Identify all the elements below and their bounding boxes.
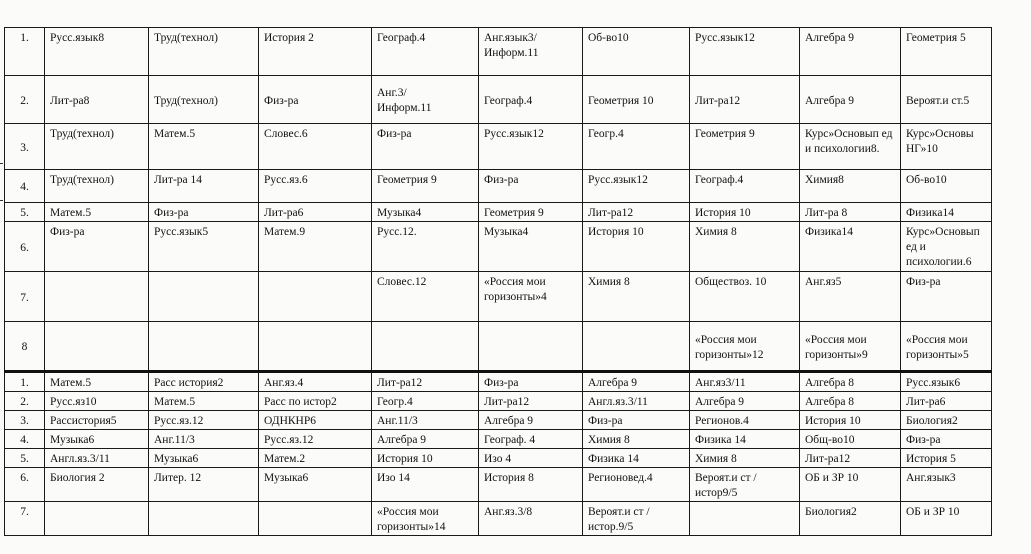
lesson-number: 1. xyxy=(5,28,45,76)
lesson-cell: Анг.яз5 xyxy=(800,272,901,322)
lesson-cell: Алгебра 9 xyxy=(583,372,690,392)
lesson-cell: Физика 14 xyxy=(690,430,800,449)
lesson-cell: Анг.яз3/11 xyxy=(690,372,800,392)
lesson-cell: Химия8 xyxy=(800,170,901,203)
lesson-number: 7. xyxy=(5,272,45,322)
lesson-cell: Матем.5 xyxy=(149,392,259,411)
lesson-cell: Химия 8 xyxy=(583,430,690,449)
lesson-cell: Алгебра 9 xyxy=(690,392,800,411)
lesson-cell: Общ-во10 xyxy=(800,430,901,449)
lesson-cell: Геогр.4 xyxy=(583,124,690,170)
schedule-row xyxy=(5,430,992,449)
lesson-cell: Анг.язык3/ Информ.11 xyxy=(479,28,583,76)
lesson-cell: Изо 14 xyxy=(372,468,479,502)
lesson-cell: Алгебра 8 xyxy=(800,392,901,411)
lesson-cell: Об-во10 xyxy=(583,28,690,76)
lesson-cell: Физика 14 xyxy=(583,449,690,468)
lesson-cell: Русс.12. xyxy=(372,222,479,272)
lesson-cell: Музыка6 xyxy=(45,430,149,449)
lesson-cell xyxy=(45,322,149,372)
scan-edge-mark xyxy=(0,200,3,201)
lesson-cell: Регионовед.4 xyxy=(583,468,690,502)
lesson-cell xyxy=(149,272,259,322)
lesson-cell: Географ.4 xyxy=(372,28,479,76)
lesson-cell: Анг.язык3 xyxy=(901,468,992,502)
lesson-cell: Геометрия 5 xyxy=(901,28,992,76)
lesson-cell: «Россия мои горизонты»4 xyxy=(479,272,583,322)
lesson-cell xyxy=(259,322,372,372)
lesson-cell: Обществоз. 10 xyxy=(690,272,800,322)
lesson-cell: Физ-ра xyxy=(45,222,149,272)
lesson-cell: Русс.язык12 xyxy=(690,28,800,76)
schedule-row xyxy=(5,392,992,411)
lesson-cell: Литер. 12 xyxy=(149,468,259,502)
lesson-cell: Англ.яз.3/11 xyxy=(45,449,149,468)
lesson-cell: Физ-ра xyxy=(901,430,992,449)
schedule-row xyxy=(5,411,992,430)
lesson-cell: Русс.яз.6 xyxy=(259,170,372,203)
lesson-cell: Рассистория5 xyxy=(45,411,149,430)
lesson-cell: Лит-ра8 xyxy=(45,76,149,124)
lesson-cell: Музыка6 xyxy=(149,449,259,468)
schedule-row xyxy=(5,272,992,322)
lesson-cell: Лит-ра12 xyxy=(583,203,690,222)
lesson-cell: ОБ и ЗР 10 xyxy=(901,502,992,536)
lesson-cell: Курс»Основып ед и психологии8. xyxy=(800,124,901,170)
lesson-cell: История 5 xyxy=(901,449,992,468)
lesson-cell xyxy=(479,322,583,372)
lesson-cell: Труд(технол) xyxy=(149,28,259,76)
lesson-number: 2. xyxy=(5,392,45,411)
lesson-cell: История 2 xyxy=(259,28,372,76)
lesson-cell: Об-во10 xyxy=(901,170,992,203)
lesson-cell: История 10 xyxy=(800,411,901,430)
lesson-cell: Геометрия 9 xyxy=(690,124,800,170)
lesson-cell: Географ. 4 xyxy=(479,430,583,449)
lesson-cell: Химия 8 xyxy=(583,272,690,322)
lesson-cell: Анг.яз.3/8 xyxy=(479,502,583,536)
lesson-cell xyxy=(583,322,690,372)
lesson-number: 3. xyxy=(5,124,45,170)
lesson-cell: Русс.яз.12 xyxy=(149,411,259,430)
lesson-cell: ОБ и ЗР 10 xyxy=(800,468,901,502)
lesson-number: 6. xyxy=(5,468,45,502)
lesson-number: 3. xyxy=(5,411,45,430)
schedule-row xyxy=(5,322,992,372)
lesson-cell: Вероят.и ст.5 xyxy=(901,76,992,124)
lesson-cell: Русс.яз10 xyxy=(45,392,149,411)
schedule-row xyxy=(5,468,992,502)
lesson-cell: Алгебра 9 xyxy=(800,28,901,76)
lesson-cell: Лит-ра12 xyxy=(690,76,800,124)
lesson-number: 6. xyxy=(5,222,45,272)
lesson-cell: Изо 4 xyxy=(479,449,583,468)
lesson-cell: Физ-ра xyxy=(259,76,372,124)
lesson-number: 4. xyxy=(5,170,45,203)
lesson-cell: Русс.язык6 xyxy=(901,372,992,392)
lesson-cell: Биология 2 xyxy=(45,468,149,502)
lesson-cell: Вероят.и ст /истор.9/5 xyxy=(583,502,690,536)
lesson-cell: Географ.4 xyxy=(479,76,583,124)
lesson-cell: Лит-ра 8 xyxy=(800,203,901,222)
lesson-cell: ОДНКНР6 xyxy=(259,411,372,430)
lesson-cell: Матем.2 xyxy=(259,449,372,468)
lesson-number: 5. xyxy=(5,449,45,468)
schedule-row xyxy=(5,222,992,272)
lesson-cell: Физика14 xyxy=(901,203,992,222)
lesson-cell: «Россия мои горизонты»12 xyxy=(690,322,800,372)
lesson-cell: История 10 xyxy=(690,203,800,222)
lesson-cell: Лит-ра 14 xyxy=(149,170,259,203)
lesson-cell xyxy=(372,322,479,372)
lesson-cell: Лит-ра6 xyxy=(259,203,372,222)
lesson-cell: Лит-ра12 xyxy=(372,372,479,392)
lesson-cell: Лит-ра12 xyxy=(800,449,901,468)
lesson-cell: Геогр.4 xyxy=(372,392,479,411)
schedule-table xyxy=(4,27,992,536)
lesson-cell: Расс история2 xyxy=(149,372,259,392)
lesson-number: 5. xyxy=(5,203,45,222)
lesson-cell xyxy=(45,502,149,536)
lesson-cell: Труд(технол) xyxy=(45,170,149,203)
schedule-row xyxy=(5,170,992,203)
schedule-row xyxy=(5,203,992,222)
lesson-cell: Алгебра 8 xyxy=(800,372,901,392)
lesson-cell: Анг.3/ Информ.11 xyxy=(372,76,479,124)
lesson-cell: Геометрия 9 xyxy=(372,170,479,203)
lesson-cell: Биология2 xyxy=(901,411,992,430)
lesson-cell: Географ.4 xyxy=(690,170,800,203)
lesson-cell: Труд(технол) xyxy=(45,124,149,170)
lesson-cell: История 10 xyxy=(583,222,690,272)
lesson-cell: Русс.яз.12 xyxy=(259,430,372,449)
lesson-cell: Физ-ра xyxy=(583,411,690,430)
lesson-cell: Труд(технол) xyxy=(149,76,259,124)
lesson-cell: Русс.язык12 xyxy=(583,170,690,203)
schedule-row xyxy=(5,28,992,76)
lesson-number: 8 xyxy=(5,322,45,372)
lesson-cell: Анг.11/3 xyxy=(372,411,479,430)
lesson-cell: История 8 xyxy=(479,468,583,502)
lesson-cell: Словес.12 xyxy=(372,272,479,322)
schedule-row xyxy=(5,372,992,392)
schedule-body xyxy=(5,28,992,536)
lesson-cell: Биология2 xyxy=(800,502,901,536)
schedule-row xyxy=(5,124,992,170)
lesson-number: 1. xyxy=(5,372,45,392)
lesson-cell: «Россия мои горизонты»14 xyxy=(372,502,479,536)
scan-edge-mark xyxy=(0,163,3,164)
lesson-cell: Физика14 xyxy=(800,222,901,272)
lesson-cell: Музыка4 xyxy=(372,203,479,222)
lesson-cell: Алгебра 9 xyxy=(800,76,901,124)
lesson-cell: Геометрия 10 xyxy=(583,76,690,124)
lesson-cell: Физ-ра xyxy=(149,203,259,222)
lesson-cell: Матем.9 xyxy=(259,222,372,272)
lesson-cell: Музыка4 xyxy=(479,222,583,272)
lesson-cell: Химия 8 xyxy=(690,222,800,272)
lesson-cell: Лит-ра12 xyxy=(479,392,583,411)
lesson-cell: Матем.5 xyxy=(45,203,149,222)
lesson-number: 2. xyxy=(5,76,45,124)
lesson-cell: «Россия мои горизонты»9 xyxy=(800,322,901,372)
lesson-cell: Расс по истор2 xyxy=(259,392,372,411)
lesson-cell: Химия 8 xyxy=(690,449,800,468)
lesson-cell: Физ-ра xyxy=(372,124,479,170)
lesson-cell: Регионов.4 xyxy=(690,411,800,430)
lesson-cell: Русс.язык12 xyxy=(479,124,583,170)
schedule-row xyxy=(5,449,992,468)
lesson-cell xyxy=(149,322,259,372)
lesson-cell xyxy=(45,272,149,322)
lesson-cell xyxy=(259,272,372,322)
lesson-cell: Физ-ра xyxy=(901,272,992,322)
lesson-cell: Курс»Основып ед и психологии.6 xyxy=(901,222,992,272)
lesson-cell: Музыка6 xyxy=(259,468,372,502)
lesson-cell: Матем.5 xyxy=(45,372,149,392)
lesson-cell: Вероят.и ст /истор9/5 xyxy=(690,468,800,502)
schedule-row xyxy=(5,502,992,536)
lesson-cell xyxy=(690,502,800,536)
lesson-cell: Лит-ра6 xyxy=(901,392,992,411)
lesson-cell: Геометрия 9 xyxy=(479,203,583,222)
lesson-cell: Физ-ра xyxy=(479,372,583,392)
lesson-cell: Физ-ра xyxy=(479,170,583,203)
lesson-cell: Анг.яз.4 xyxy=(259,372,372,392)
lesson-cell: Матем.5 xyxy=(149,124,259,170)
schedule-row xyxy=(5,76,992,124)
lesson-cell: Англ.яз.3/11 xyxy=(583,392,690,411)
lesson-number: 7. xyxy=(5,502,45,536)
lesson-cell xyxy=(149,502,259,536)
lesson-cell: Русс.язык5 xyxy=(149,222,259,272)
lesson-cell xyxy=(259,502,372,536)
lesson-cell: История 10 xyxy=(372,449,479,468)
lesson-cell: Курс»Основы НГ»10 xyxy=(901,124,992,170)
lesson-cell: «Россия мои горизонты»5 xyxy=(901,322,992,372)
lesson-cell: Алгебра 9 xyxy=(479,411,583,430)
lesson-cell: Анг.11/3 xyxy=(149,430,259,449)
lesson-number: 4. xyxy=(5,430,45,449)
lesson-cell: Словес.6 xyxy=(259,124,372,170)
lesson-cell: Алгебра 9 xyxy=(372,430,479,449)
lesson-cell: Русс.язык8 xyxy=(45,28,149,76)
